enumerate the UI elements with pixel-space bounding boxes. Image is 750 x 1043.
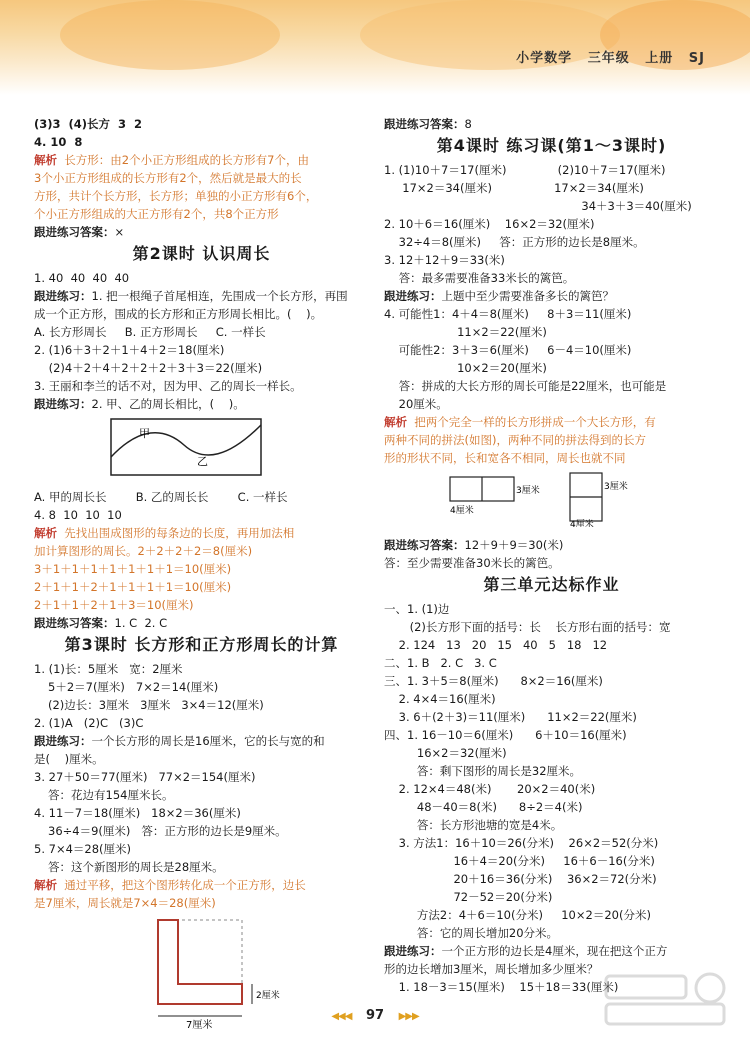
answer-line: 4. 11－7＝18(厘米) 18×2＝36(厘米) — [34, 806, 241, 820]
answer-line: 1. 18－3＝15(厘米) 15＋18＝33(厘米) — [384, 980, 619, 994]
followup-answer-value: 12＋9＋9＝30(米) — [464, 538, 564, 552]
followup-question: 是( )厘米。 — [34, 752, 104, 766]
answer-line: 答：花边有154厘米长。 — [48, 788, 174, 802]
analysis-text: 把两个完全一样的长方形拼成一个大长方形，有 — [407, 415, 656, 429]
arrangements-diagram — [444, 471, 664, 527]
label-width-b: 4厘米 — [570, 520, 594, 527]
answer-line: 答：长方形池塘的宽是4米。 — [384, 818, 563, 832]
answer-line: (3)3 (4)长方 3 2 — [34, 117, 143, 131]
answer-line: 32÷4＝8(厘米) 答：正方形的边长是8厘米。 — [384, 235, 645, 249]
header-subject: 小学数学 — [516, 51, 573, 66]
section-title: 第4课时 练习课(第1～3课时) — [436, 136, 667, 155]
answer-line: (2)边长：3厘米 3厘米 3×4＝12(厘米) — [48, 698, 264, 712]
answer-line: 2. (1)6＋3＋2＋1＋4＋2＝18(厘米) — [34, 343, 225, 357]
followup-text: 2. 甲、乙的周长相比，( )。 — [91, 397, 245, 411]
answer-line: 1. (1)长：5厘米 宽：2厘米 — [34, 662, 183, 676]
answer-line: 48－40＝8(米) 8÷2＝4(米) — [384, 800, 583, 814]
answer-line: (2)4＋2＋4＋2＋2＋2＋3＋3＝22(厘米) — [34, 361, 263, 375]
followup-answer — [34, 223, 369, 241]
header-grade: 三年级 — [587, 51, 630, 66]
choice-line: A. 长方形周长 B. 正方形周长 C. 一样长 — [34, 325, 266, 339]
answer-line: 10×2＝20(厘米) — [384, 361, 547, 375]
label-height-a: 3厘米 — [516, 486, 540, 496]
answer-line: 72－52＝20(分米) — [384, 890, 553, 904]
followup-question: 形的边长增加3厘米，周长增加多少厘米？ — [384, 962, 599, 976]
answer-line: 二、1. B 2. C 3. C — [384, 656, 497, 670]
followup-answer-label: 跟进练习答案： — [384, 117, 465, 131]
analysis-text: 通过平移，把这个图形转化成一个正方形，边长 — [57, 878, 306, 892]
followup-label: 跟进练习： — [384, 944, 442, 958]
figure-shapes-jia-yi — [34, 417, 369, 484]
analysis-label: 解析 — [34, 878, 57, 892]
answer-line: 2. 124 13 20 15 40 5 18 12 — [384, 638, 608, 652]
followup-question — [34, 395, 369, 413]
header-edition: SJ — [688, 51, 705, 66]
choice-line: A. 甲的周长长 B. 乙的周长长 C. 一样长 — [34, 490, 288, 504]
answer-line: 16＋4＝20(分米) 16＋6－16(分米) — [384, 854, 655, 868]
analysis-line: 3个小正方形组成的长方形有2个，然后就是最大的长 — [34, 171, 302, 185]
followup-question — [384, 287, 719, 305]
analysis-line: 方形，共计个长方形，长方形；单独的小正方形有6个， — [34, 189, 318, 203]
answer-line: 可能性2：3＋3＝6(厘米) 6－4＝10(厘米) — [384, 343, 632, 357]
figure-two-arrangements — [384, 471, 719, 532]
answer-line: 36÷4＝9(厘米) 答：正方形的边长是9厘米。 — [48, 824, 287, 838]
label-height: 2厘米 — [256, 991, 280, 1001]
answer-line: 4. 可能性1：4＋4＝8(厘米) 8＋3＝11(厘米) — [384, 307, 632, 321]
analysis-line: 形的形状不同，长和宽各不相同，周长也就不同 — [384, 451, 626, 465]
answer-line: 答：这个新图形的周长是28厘米。 — [48, 860, 224, 874]
right-column — [384, 115, 719, 996]
page-header — [506, 47, 705, 66]
left-column — [34, 115, 369, 1043]
followup-question: 成一个正方形，围成的长方形和正方形周长相比。( )。 — [34, 307, 323, 321]
section-title: 第2课时 认识周长 — [132, 244, 271, 263]
answer-line: 4. 8 10 10 10 — [34, 508, 122, 522]
answer-line: 4. 10 8 — [34, 135, 83, 149]
answer-line: 2. 10＋6＝16(厘米) 16×2＝32(厘米) — [384, 217, 595, 231]
analysis-text: 长方形：由2个小正方形组成的长方形有7个，由 — [57, 153, 309, 167]
followup-answer — [384, 536, 719, 554]
section-title: 第三单元达标作业 — [483, 575, 620, 594]
followup-answer-label: 跟进练习答案： — [384, 538, 465, 552]
followup-text: 1. 把一根绳子首尾相连，先围成一个长方形，再围 — [91, 289, 348, 303]
answer-line: 16×2＝32(厘米) — [384, 746, 507, 760]
answer-line: 3. 27＋50＝77(厘米) 77×2＝154(厘米) — [34, 770, 256, 784]
analysis-line: 2＋1＋1＋2＋1＋1＋1＋1＝10(厘米) — [34, 580, 232, 594]
answer-line: 方法2：4＋6＝10(分米) 10×2＝20(分米) — [384, 908, 651, 922]
followup-question — [34, 287, 369, 305]
followup-text: 上题中至少需要准备多长的篱笆？ — [441, 289, 614, 303]
analysis-label: 解析 — [384, 415, 407, 429]
answer-line: 一、1. (1)边 — [384, 602, 450, 616]
answer-line: 答：拼成的大长方形的周长可能是22厘米，也可能是 — [384, 379, 667, 393]
analysis-line — [384, 413, 719, 431]
followup-answer-label: 跟进练习答案： — [34, 225, 115, 239]
followup-text: 一个正方形的边长是4厘米，现在把这个正方 — [441, 944, 668, 958]
followup-answer-value: 1. C 2. C — [114, 616, 168, 630]
followup-label: 跟进练习： — [34, 734, 92, 748]
answer-line: 3. 12＋12＋9＝33(米) — [384, 253, 505, 267]
label-jia: 甲 — [139, 427, 150, 440]
jia-yi-diagram — [109, 417, 269, 479]
analysis-line: 个小正方形组成的大正方形有2个，共8个正方形 — [34, 207, 279, 221]
analysis-line: 加计算图形的周长。2＋2＋2＋2＝8(厘米) — [34, 544, 253, 558]
label-width: 7厘米 — [186, 1020, 213, 1031]
answer-line: 四、1. 16－10＝6(厘米) 6＋10＝16(厘米) — [384, 728, 627, 742]
answer-line: 20厘米。 — [384, 397, 448, 411]
answer-line: 答：剩下图形的周长是32厘米。 — [384, 764, 582, 778]
answer-line: 3. 王丽和李兰的话不对，因为甲、乙的周长一样长。 — [34, 379, 302, 393]
answer-line: 2. 4×4＝16(厘米) — [384, 692, 496, 706]
followup-answer-label: 跟进练习答案： — [34, 616, 115, 630]
answer-line: 11×2＝22(厘米) — [384, 325, 547, 339]
page-number: 97 — [365, 1008, 385, 1023]
answer-line: 2. (1)A (2)C (3)C — [34, 716, 144, 730]
followup-answer-value: 8 — [464, 117, 472, 131]
prev-arrows-icon: ◀◀◀ — [331, 1011, 352, 1022]
answer-line: 3. 6＋(2＋3)＝11(厘米) 11×2＝22(厘米) — [384, 710, 637, 724]
answer-line: 3. 方法1：16＋10＝26(分米) 26×2＝52(分米) — [384, 836, 659, 850]
label-height-b: 3厘米 — [604, 482, 628, 492]
answer-line: 5＋2＝7(厘米) 7×2＝14(厘米) — [48, 680, 219, 694]
answer-line: 答：至少需要准备30米长的篱笆。 — [384, 556, 560, 570]
answer-line: 答：它的周长增加20分米。 — [384, 926, 559, 940]
analysis-line: 3＋1＋1＋1＋1＋1＋1＋1＝10(厘米) — [34, 562, 232, 576]
answer-line: 1. (1)10＋7＝17(厘米) (2)10＋7＝17(厘米) — [384, 163, 666, 177]
analysis-line: 两种不同的拼法(如图)，两种不同的拼法得到的长方 — [384, 433, 646, 447]
followup-answer — [384, 115, 719, 133]
analysis-line — [34, 876, 369, 894]
analysis-line — [34, 151, 369, 169]
followup-question — [34, 732, 369, 750]
banner-decoration — [60, 0, 280, 70]
answer-line: 1. 40 40 40 40 — [34, 271, 130, 285]
answer-line: 34＋3＋3＝40(厘米) — [384, 199, 692, 213]
followup-answer-value: × — [114, 225, 125, 239]
followup-text: 一个长方形的周长是16厘米，它的长与宽的和 — [91, 734, 325, 748]
analysis-line: 2＋1＋1＋2＋1＋3＝10(厘米) — [34, 598, 194, 612]
analysis-text: 先找出围成图形的每条边的长度，再用加法相 — [57, 526, 295, 540]
section-title: 第3课时 长方形和正方形周长的计算 — [64, 635, 339, 654]
analysis-label: 解析 — [34, 153, 57, 167]
followup-label: 跟进练习： — [34, 397, 92, 411]
answer-line: 5. 7×4＝28(厘米) — [34, 842, 132, 856]
analysis-line — [34, 524, 369, 542]
followup-question — [384, 942, 719, 960]
header-volume: 上册 — [645, 51, 674, 66]
followup-label: 跟进练习： — [384, 289, 442, 303]
answer-line: 20＋16＝36(分米) 36×2＝72(分米) — [384, 872, 657, 886]
answer-line: 2. 12×4＝48(米) 20×2＝40(米) — [384, 782, 596, 796]
answer-line: 答：最多需要准备33米长的篱笆。 — [384, 271, 575, 285]
analysis-label: 解析 — [34, 526, 57, 540]
next-arrows-icon: ▶▶▶ — [398, 1011, 419, 1022]
label-yi: 乙 — [197, 455, 208, 468]
followup-label: 跟进练习： — [34, 289, 92, 303]
followup-answer — [34, 614, 369, 632]
answer-line: 17×2＝34(厘米) 17×2＝34(厘米) — [384, 181, 644, 195]
analysis-line: 是7厘米，周长就是7×4＝28(厘米) — [34, 896, 216, 910]
label-width-a: 4厘米 — [450, 506, 474, 516]
page-footer — [0, 1008, 750, 1023]
answer-line: (2)长方形下面的括号：长 长方形右面的括号：宽 — [384, 620, 671, 634]
answer-line: 三、1. 3＋5＝8(厘米) 8×2＝16(厘米) — [384, 674, 603, 688]
